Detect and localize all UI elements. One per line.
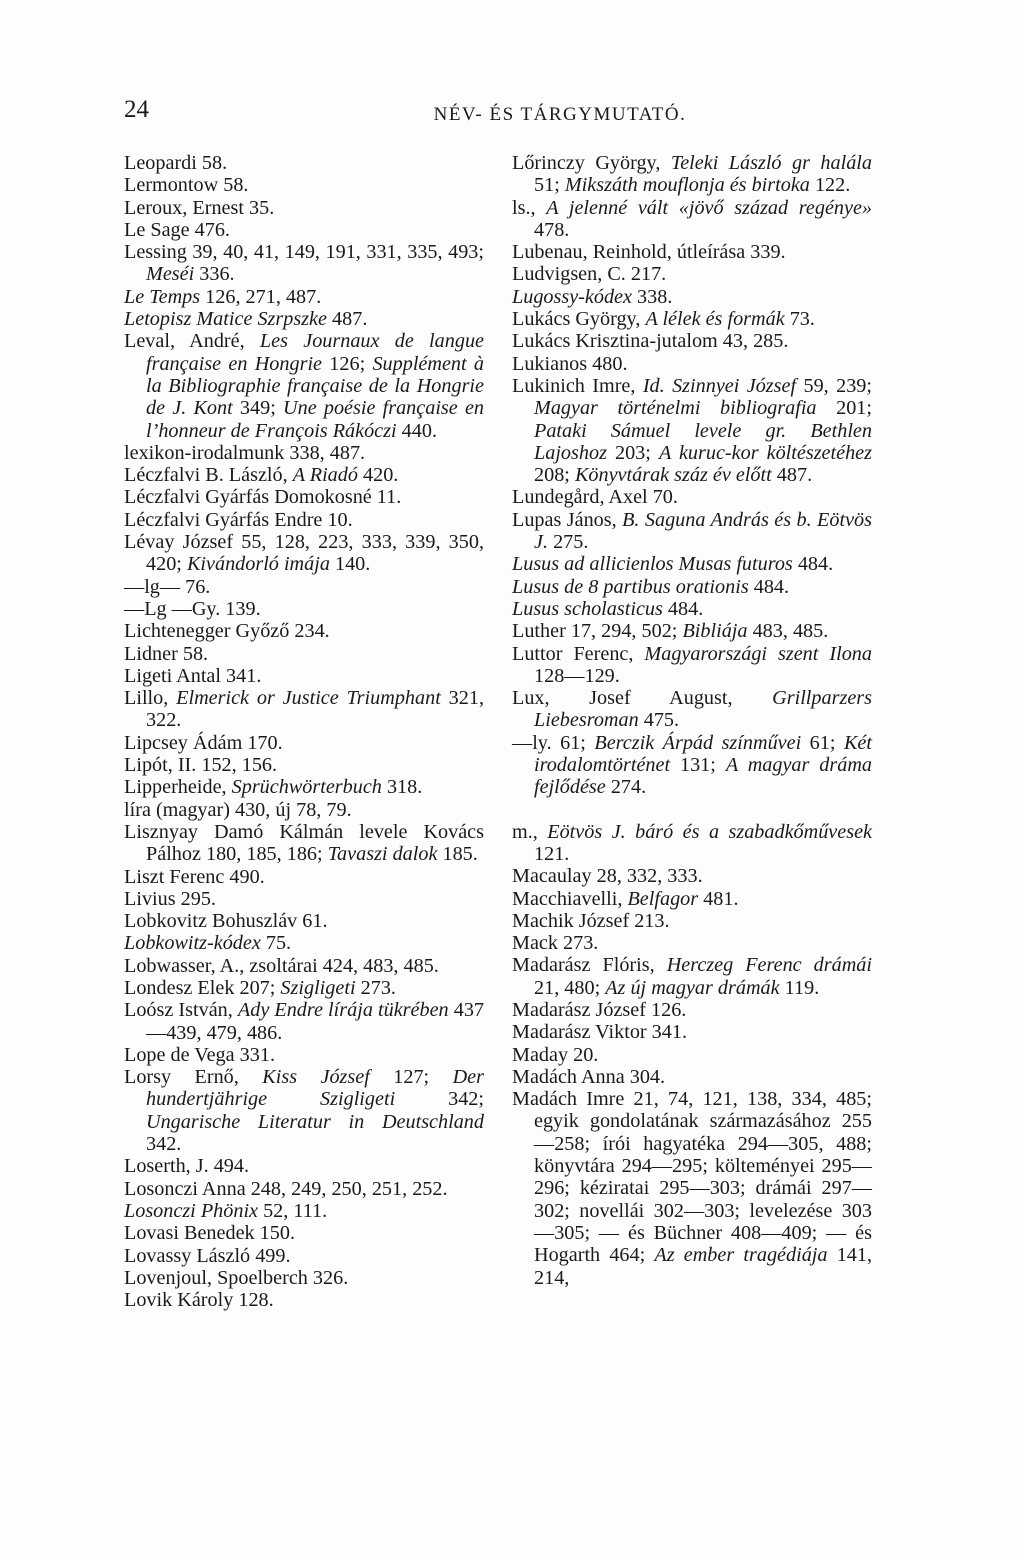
index-entry: Lusus de 8 partibus orationis 484. [512, 575, 790, 598]
index-entry: Livius 295. [124, 887, 216, 910]
index-entry: Lisznyay Damó Kálmán levele Kovács Pálhoz 180, 185, 186; Tavaszi dalok 185. [124, 820, 484, 866]
index-entry: Lidner 58. [124, 642, 209, 665]
running-title: NÉV- ÉS TÁRGYMUTATÓ. [433, 104, 687, 125]
index-entry: Lukianos 480. [512, 352, 628, 375]
index-entry: Lubenau, Reinhold, útleírása 339. [512, 241, 786, 264]
index-column-right [512, 152, 872, 1289]
index-entry: Lundegård, Axel 70. [512, 486, 678, 509]
index-entry: Madarász Viktor 341. [512, 1021, 688, 1044]
index-entry: Lőrinczy György, Teleki László gr halála 51; Mikszáth mouflonja és birtoka 122. [512, 152, 872, 197]
index-entry: Léczfalvi B. László, A Riadó 420. [124, 464, 399, 487]
index-entry: Lobkowitz-kódex 75. [124, 932, 292, 955]
index-entry: Lukács György, A lélek és formák 73. [512, 308, 815, 331]
index-entry: Lukács Krisztina-jutalom 43, 285. [512, 330, 789, 353]
index-entry: Maday 20. [512, 1043, 599, 1066]
index-entry: Leroux, Ernest 35. [124, 196, 275, 219]
index-entry: Léczfalvi Gyárfás Endre 10. [124, 508, 353, 531]
index-entry: Lessing 39, 40, 41, 149, 191, 331, 335, 493; Meséi 336. [124, 241, 484, 286]
index-entry: Loserth, J. 494. [124, 1155, 250, 1178]
index-entry: Madarász Flóris, Herczeg Ferenc drámái 21, 480; Az új magyar drámák 119. [512, 954, 872, 999]
index-entry: Liszt Ferenc 490. [124, 865, 265, 888]
index-entry: —ly. 61; Berczik Árpád színművei 61; Két irodalomtörténet 131; A magyar dráma fejlődése 274. [512, 731, 873, 799]
index-entry: Lovassy László 499. [124, 1244, 291, 1267]
index-entry: ls., A jelenné vált «jövő század regénye» 478. [512, 196, 873, 241]
index-entry: Luttor Ferenc, Magyarországi szent Ilona 128—129. [512, 642, 872, 687]
index-entry: Lévay József 55, 128, 223, 333, 339, 350, 420; Kivándorló imája 140. [124, 531, 484, 576]
index-entry: m., Eötvös J. báró és a szabadkőművesek 121. [512, 820, 872, 865]
index-entry: Ligeti Antal 341. [124, 664, 262, 687]
index-entry: Letopisz Matice Szrpszke 487. [124, 308, 368, 331]
index-entry: Madách Anna 304. [512, 1065, 666, 1088]
page-number: 24 [124, 96, 149, 123]
index-entry: Lovasi Benedek 150. [124, 1222, 295, 1245]
index-entry: Losonczi Phönix 52, 111. [124, 1199, 328, 1222]
index-entry: Lorsy Ernő, Kiss József 127; Der hundertjährige Szigligeti 342; Ungarische Literatur in Deutschland 342. [124, 1066, 484, 1156]
index-entry: Lovenjoul, Spoelberch 326. [124, 1266, 349, 1289]
index-entry: Loósz István, Ady Endre lírája tükrében 437—439, 479, 486. [124, 999, 485, 1044]
index-entry: —lg— 76. [124, 575, 211, 598]
index-entry: Le Temps 126, 271, 487. [124, 285, 322, 308]
index-entry: Lipcsey Ádám 170. [124, 731, 283, 754]
index-column-left [124, 152, 484, 1311]
index-entry: Leopardi 58. [124, 152, 228, 174]
index-entry: Lux, Josef August, Grillparzers Liebesroman 475. [512, 687, 872, 732]
index-entry: Macchiavelli, Belfagor 481. [512, 887, 739, 910]
index-entry: Leval, André, Les Journaux de langue française en Hongrie 126; Supplément à la Bibliographie française de la Hongrie de J. Kont 349; Une poésie française en l’honneur de François Rákóczi 440. [124, 330, 485, 442]
index-entry: Luther 17, 294, 502; Bibliája 483, 485. [512, 620, 829, 643]
index-entry: Lusus ad allicienlos Musas futuros 484. [512, 553, 834, 576]
index-entry: Londesz Elek 207; Szigligeti 273. [124, 976, 396, 999]
index-entry: Lupas János, B. Saguna András és b. Eötvös J. 275. [512, 508, 872, 554]
index-entry: Madarász József 126. [512, 998, 687, 1021]
index-entry: Machik József 213. [512, 909, 670, 932]
index-entry: Macaulay 28, 332, 333. [512, 865, 703, 888]
index-entry: Lipperheide, Sprüchwörterbuch 318. [124, 776, 423, 799]
index-entry: Lermontow 58. [124, 174, 249, 197]
index-entry: Lukinich Imre, Id. Szinnyei József 59, 239; Magyar történelmi bibliografia 201; Pataki Sámuel levele gr. Bethlen Lajoshoz 203; A kuruc-kor költészetéhez 208; Könyvtárak száz év előtt 487. [512, 374, 873, 487]
index-entry: Mack 273. [512, 932, 599, 955]
index-entry: Le Sage 476. [124, 218, 230, 241]
index-entry: lexikon-irodalmunk 338, 487. [124, 441, 366, 464]
index-entry: Lusus scholasticus 484. [512, 597, 704, 620]
index-entry: Lugossy-kódex 338. [512, 285, 673, 308]
index-entry: Lobkovitz Bohuszláv 61. [124, 910, 328, 933]
index-entry: Ludvigsen, C. 217. [512, 263, 667, 286]
index-entry: Lobwasser, A., zsoltárai 424, 483, 485. [124, 954, 439, 977]
index-entry: Lope de Vega 331. [124, 1043, 275, 1066]
index-entry: —Lg —Gy. 139. [124, 597, 261, 620]
index-entry: Léczfalvi Gyárfás Domokosné 11. [124, 486, 402, 509]
index-entry: líra (magyar) 430, új 78, 79. [124, 798, 352, 821]
index-entry: Lillo, Elmerick or Justice Triumphant 321, 322. [124, 687, 484, 732]
index-entry: Lipót, II. 152, 156. [124, 754, 278, 777]
index-entry: Lichtenegger Győző 234. [124, 620, 330, 643]
index-entry: Madách Imre 21, 74, 121, 138, 334, 485; egyik gondolatának származásához 255—258; írói hagyatéka 294—305, 488; könyvtára 294—295; költeményei 295—296; kéziratai 295—303; drámái 297—302; novellái 302—303; levelezése 303—305; — és Büchner 408—409; — és Hogarth 464; Az ember tragédiája 141, 214, [512, 1088, 873, 1289]
index-entry: Lovik Károly 128. [124, 1289, 274, 1312]
index-entry: Losonczi Anna 248, 249, 250, 251, 252. [124, 1177, 448, 1200]
